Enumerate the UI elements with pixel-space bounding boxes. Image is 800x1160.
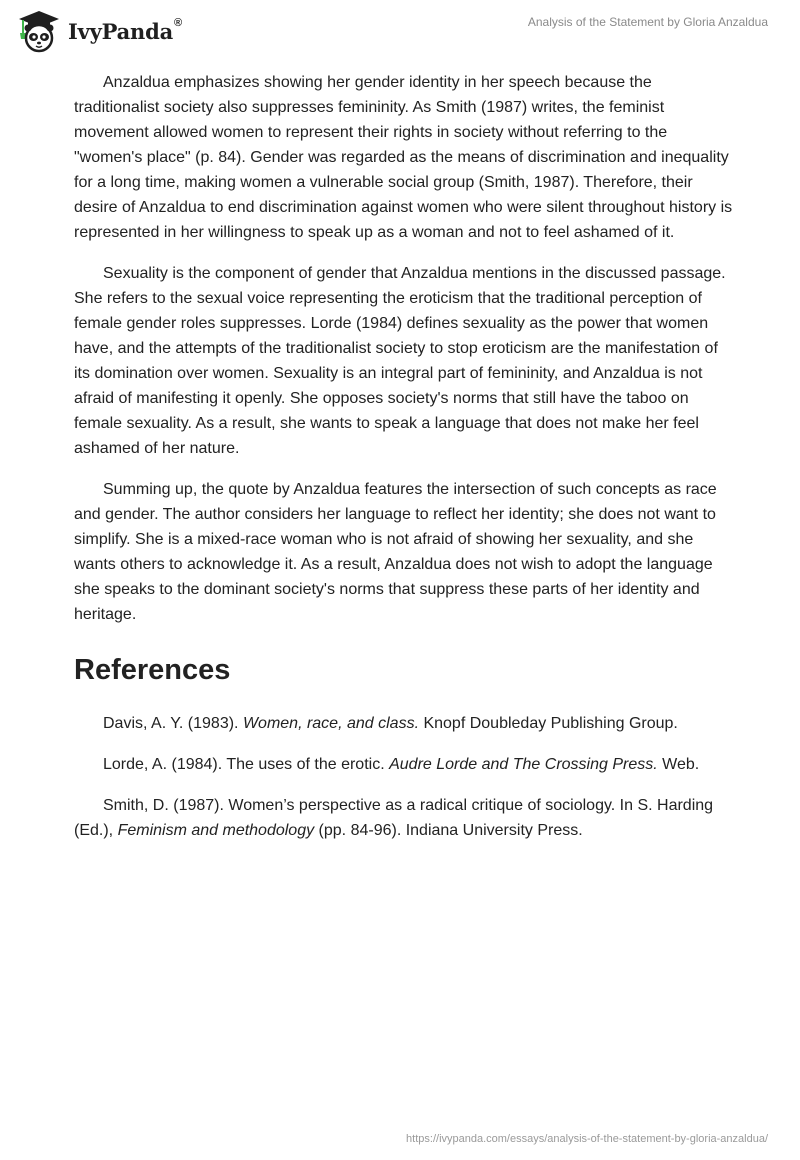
reference-text: Lorde, A. (1984). The uses of the erotic.	[103, 756, 390, 773]
source-url[interactable]: https://ivypanda.com/essays/analysis-of-the-statement-by-gloria-anzaldua/	[406, 1133, 768, 1145]
reference-text: Davis, A. Y. (1983).	[103, 715, 243, 732]
references-heading: References	[74, 654, 231, 686]
body-paragraph: Summing up, the quote by Anzaldua features the intersection of such concepts as race and gender. The author considers her language to reflect her identity; she does not want to simplify. She is a mixed-race woman who is not afraid of showing her sexuality, and she wants others to acknowledge it. As a result, Anzaldua does not wish to adopt the language she speaks to the dominant society's norms that suppress these parts of her identity and heritage.	[74, 481, 717, 623]
reference-title: Audre Lorde and The Crossing Press.	[389, 756, 658, 773]
reference-title: Women, race, and class.	[242, 715, 420, 732]
body-paragraph: Sexuality is the component of gender that Anzaldua mentions in the discussed passage. She refers to the sexual voice representing the eroticism that the traditional perception of female gender roles suppresses. Lorde (1984) defines sexuality as the power that women have, and the attempts of the traditionalist society to stop eroticism are the manifestation of its domination over women. Sexuality is an integral part of femininity, and Anzaldua is not afraid of manifesting it openly. She opposes society's norms that still have the taboo on female sexuality. As a result, she wants to speak a language that does not make her feel ashamed of her nature.	[74, 265, 726, 457]
panda-graduate-icon	[14, 8, 64, 54]
running-title: Analysis of the Statement by Gloria Anzaldua	[527, 15, 768, 29]
reference-text: Knopf Doubleday Publishing Group.	[419, 715, 678, 732]
reference-text: Smith, D. (1987). Women’s perspective as a radical critique of sociology. In S. Harding (Ed.),	[74, 797, 714, 839]
brand-logo[interactable]	[14, 8, 182, 54]
registered-mark: ®	[174, 16, 182, 29]
reference-item	[74, 752, 734, 777]
essay-content	[74, 70, 734, 859]
reference-text: (pp. 84-96). Indiana University Press.	[314, 822, 583, 839]
page-header	[0, 0, 800, 62]
body-paragraph: Anzaldua emphasizes showing her gender identity in her speech because the traditionalist society also suppresses femininity. As Smith (1987) writes, the feminist movement allowed women to represent their rights in society without referring to the "women's place" (p. 84). Gender was regarded as the means of discrimination and inequality for a long time, making women a vulnerable social group (Smith, 1987). Therefore, their desire of Anzaldua to end discrimination against women who were silent throughout history is represented in her willingness to speak up as a woman and not to feel ashamed of it.	[74, 74, 733, 241]
reference-item	[74, 793, 734, 843]
reference-item	[74, 711, 734, 736]
reference-text: Web.	[657, 756, 700, 773]
brand-name: IvyPanda®	[68, 16, 182, 44]
reference-title: Feminism and methodology	[117, 822, 315, 839]
